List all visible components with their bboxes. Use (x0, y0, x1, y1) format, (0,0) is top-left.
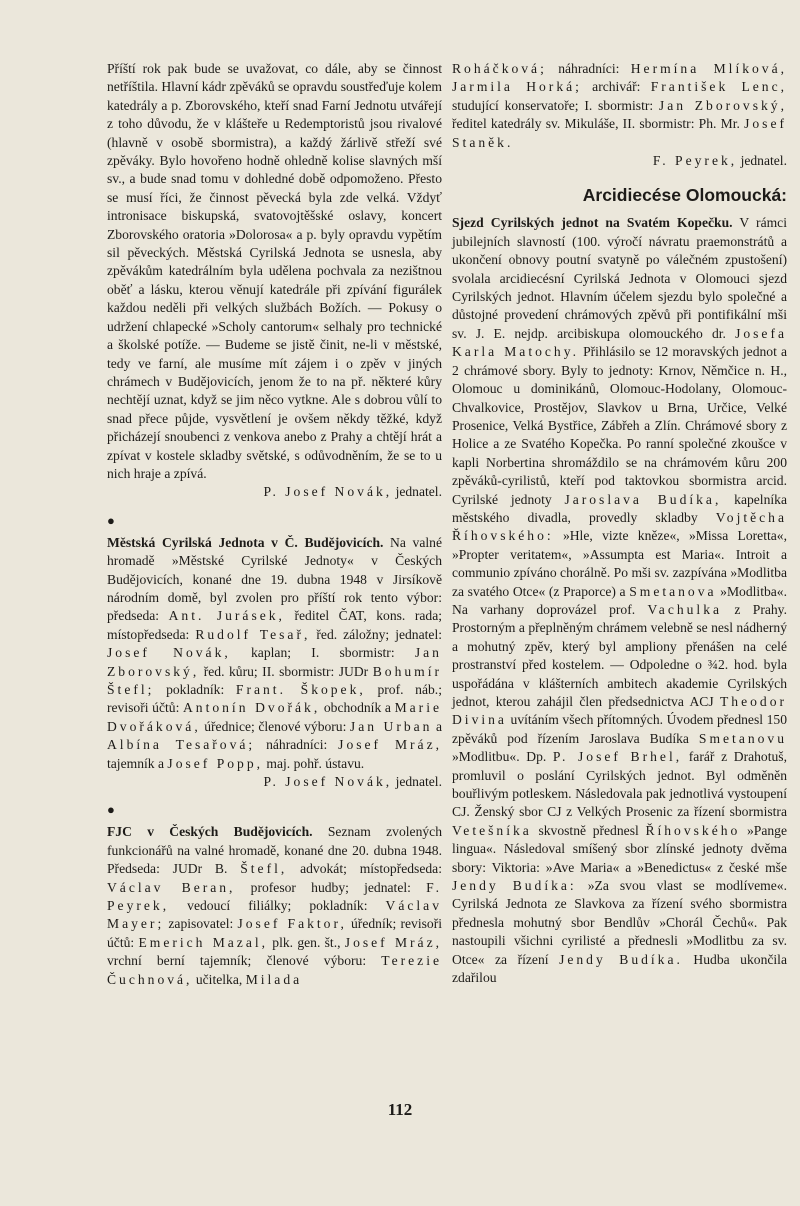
person-name: Vojtěcha Říhovského: (452, 509, 787, 544)
text-run: Na valné hromadě »Městské Cyrilské Jednoty« v Českých Budějovicích, konané dne 19. dubna 1948 v Jirsíkově národním domě, byl zvolen pro příští rok tento výbor: předseda: (107, 534, 442, 624)
text-run: tajemník a (107, 755, 168, 771)
person-name: Jendy Budíka: (452, 878, 577, 894)
text-run: farář z Drahotuš, promluvil o poslání Cyrilských jednot. Byl odměněn bouřlivým potleskem. Následovala pak jednotlivá vystoupení CJ. Ženský sbor CJ z Velkých Prosenic za řízení sbormistra (452, 749, 787, 820)
person-name: Theodor Divina (452, 694, 787, 728)
text-run: zapisovatel: (164, 916, 238, 932)
person-name: Antonín Dvořák, (182, 700, 321, 716)
person-name: Smetanova (629, 583, 717, 599)
fjc-continuation (452, 60, 787, 152)
kopecek-paragraph (452, 214, 787, 987)
text-run: advokát; místopředseda: (287, 861, 442, 877)
text-run: »Za svou vlast se modlíveme«. Cyrilská Jednota ze Slavkova za řízení svého sbormistra přednesla mohutný sbor Bendlův »Chorál Čechů«. Pak nastoupili všichni cyrilisté a přednesli »Modlitbu za sv. Otce« za řízení (452, 878, 787, 967)
text-run: obchodník a (320, 700, 395, 716)
intro-paragraph: Příští rok pak bude se uvažovat, co dále, aby se činnost netříštila. Hlavní kádr zpěváků se opravdu soustřeďuje kolem katedrály a p. Zborovského, kteří snad Farní Jednotu utvářejí z toho důvodu, že v klášteře u Redemptoristů jsou rivalové (hlavně v osobě sbormistra), a každý žárlivě střeží své zpěváky. Bylo hovořeno hodně ohledně kolise slavných mší sv., a bude snad tomu v dohledné době odpomoženo. Přesto se musí říci, že činnost pěvecká byla zde velká. Vždyť intronisace biskupská, svatovojtěšské oslavy, koncert Zborovského oratoria »Dolorosa« a p. byly opravdu vypětím sil pěveckých. Městská Cyrilská Jednota se usnesla, aby zpěvákům katedrálním byla udělena pochvala za nezištnou oběť a lásku, kterou věnují katedrále při zpívání figurálek každou neděli při velkých službách Božích. — Pokusy o udržení chlapecké »Scholy cantorum« selhaly pro technické a školské potíže. — Budeme se jistě činit, ne-li v městské, tedy ve farní, ale musíme mít zájem i o zpěv v jiných chrámech v Budějovicích, jenom že to na př. některé kůry nechtějí uznat, když se jim něco vytkne. Ale s dobrou vůlí to snad přece půjde, vysvětlení je ovšem někdy těžké, když přicházejí snoubenci z venkova anebo z Prahy a chtějí hrát a zpívat v kostele skladby světské, s odůvodněním, že se to u nich hraje a zpívá. (107, 61, 442, 481)
person-name: Josef Staněk. (452, 116, 787, 150)
person-name: František Lenc, (650, 79, 788, 95)
text-run: prof. náb.; revisoři účtů: (107, 682, 442, 716)
text-run: V rámci jubilejních slavností (100. výročí návratu praemonstrátů a ukončení obnovy poutní svatyně po válečném zpustošení) svolala arcidiecésní Cyrilská Jednota v Olomouci sjezd Cyrilských jednot. Hlavním účelem sjezdu bylo společné a důstojné provedení chrámových zpěvů při pontifikální mši sv. J. E. nejdp. arcibiskupa olomouckého dr. (452, 215, 787, 341)
person-name: Rudolf Tesař, (195, 626, 311, 642)
section-title: FJC v Českých Budějovicích. (107, 824, 313, 840)
person-name: Jaroslava Budíka, (564, 491, 722, 507)
text-run: ředitel ČAT, kons. rada; místopředseda: (107, 608, 443, 642)
text-run: kapelníka městského divadla, provedly skladby (452, 491, 787, 525)
text-run: »Modlitbu«. Dp. (452, 749, 553, 765)
person-name: Albína Tesařová; (107, 737, 256, 753)
person-name: Jendy Budíka. (559, 951, 683, 967)
left-column (107, 60, 442, 989)
text-run: řed. záložny; jednatel: (310, 626, 442, 642)
person-name: Ant. Jurásek, (168, 608, 285, 624)
text-run: Hudba ukončila zdařilou (452, 951, 787, 986)
text-run: z Prahy. Prostorným a přeplněným chrámem velebně se nesl nádherný a mohutný zpěv, který byl ampliony přenášen na celé prostranství před kostelem. — Odpoledne o ¾2. hod. byla uspořádána v klášterních ambitech akademie Cyrilských jednot, kterou zahájil člen předsednictva ACJ (452, 601, 787, 709)
section-title: Městská Cyrilská Jednota v Č. Budějovicích. (107, 534, 384, 550)
text-run: kaplan; I. sbormistr: (230, 645, 415, 661)
text-run: náhradníci: (546, 61, 631, 76)
person-name: Milada (245, 971, 303, 987)
text-run: úřednice; členové výboru: (200, 718, 350, 734)
person-name: Hermína Mlíková, Jarmila Horká; (452, 61, 787, 95)
section-separator: ● (107, 512, 115, 528)
text-run: »Hle, vizte kněze«, »Missa Loretta«, »Propter veritatem«, »Assumpta est Maria«. Introit a communio zpíváno chorálně. Po mši sv. zazpívána »Modlitba za svatého Otce« (z Praporce) a (452, 528, 787, 599)
person-name: F. Peyrek, (107, 879, 442, 914)
text-run: Přihlásilo se 12 moravských jednot a 2 chrámové sbory. Byly to jednoty: Krnov, Němčice n. H., Olomouc u dominikánů, Olomouc-Hodolany, Olomouc-Chvalkovice, Prostějov, Slavkov u Brna, Určice, Velké Prosenice, Velká Bystřice, Zábřeh a Zlín. Chrámové sbory z Holice a ze Svatého Kopečka. Po ranní společné zkoušce v kapli Norbertina shromáždilo se na chrámovém kůru 200 zpěváků-cyrilistů, kteří pod taktovkou sbormistra arcid. Cyrilské jednoty (452, 344, 787, 507)
person-name: Terezie Čuchnová, (107, 953, 442, 987)
person-name: Jan Zborovský, (658, 97, 787, 113)
text-run: uvítáním všech přítomných. Úvodem přednesl 150 zpěváků pod řízením Jaroslava Budíka (452, 712, 787, 746)
text-run: profesor hudby; jednatel: (235, 879, 427, 895)
budejovice-paragraph (107, 534, 442, 773)
text-run: »Modlitba«. Na varhany doprovázel prof. (452, 583, 788, 617)
text-run: učitelka, (192, 971, 246, 987)
text-run: pokladník: (154, 682, 236, 697)
text-run: »Pange lingua«. Následoval smíšený sbor zlínské jednoty dvěma sbory: Viktoria: »Ave Maria« a »Benedictus« z české mše (452, 822, 788, 875)
person-name: Frant. Škopek, (235, 682, 366, 697)
person-name: Josef Novák, (107, 645, 231, 661)
text-run: vedoucí filiálky; pokladník: (169, 898, 386, 914)
person-name: Václav Mayer; (107, 898, 442, 932)
text-run: ředitel katedrály sv. Mikuláše, II. sbormistr: Ph. Mr. (452, 116, 745, 132)
text-run: maj. pohř. ústavu. (263, 755, 365, 771)
text-run: řed. kůru; II. sbormistr: JUDr (199, 663, 373, 679)
section-separator: ● (107, 802, 115, 818)
text-run: a (432, 718, 442, 734)
person-name: P. Josef Brhel, (552, 749, 683, 765)
signature-name: F. Peyrek, (652, 153, 738, 169)
text-run: skvostně přednesl (531, 822, 646, 838)
person-name: Říhovského (645, 822, 741, 838)
person-name: Emerich Mazal, (138, 934, 269, 950)
person-name: Josef Faktor, (237, 916, 347, 932)
text-run: plk. gen. št., (268, 934, 345, 950)
person-name: Jan Urban (349, 718, 433, 734)
signature-name: P. Josef Novák, (263, 774, 393, 790)
person-name: Josef Mráz, (344, 934, 442, 950)
signature (107, 773, 442, 791)
signature-role: jednatel. (395, 484, 442, 500)
person-name: Roháčková; (452, 61, 547, 76)
section-heading: Arcidiecése Olomoucká: (582, 185, 787, 206)
person-name: Smetanovu (698, 730, 787, 746)
person-name: Marie Dvořáková, (107, 700, 442, 734)
right-column (452, 60, 787, 988)
person-name: Josef Mráz, (338, 737, 442, 753)
person-name: Josefa Karla Matochy. (452, 325, 787, 360)
text-run: náhradníci: (255, 737, 339, 753)
signature-role: jednatel. (740, 153, 787, 169)
person-name: Jan Zborovský, (107, 645, 442, 679)
text-run: vrchní berní tajemník; členové výboru: (107, 953, 382, 969)
signature-name: P. Josef Novák, (263, 484, 393, 500)
person-name: Vetešníka (452, 822, 532, 838)
text-run: úředník; revisoři účtů: (107, 916, 443, 950)
text-run: studující konservatoře; I. sbormistr: (452, 97, 659, 113)
page-number: 112 (387, 1100, 413, 1119)
person-name: Václav Beran, (107, 879, 236, 895)
person-name: Vachulka (647, 601, 723, 617)
signature (107, 483, 442, 501)
person-name: Josef Popp, (167, 755, 264, 771)
text-run: Seznam zvolených funkcionářů na valné hromadě, konané dne 20. dubna 1948. Předseda: JUDr B. (107, 824, 442, 877)
signature (452, 152, 787, 170)
person-name: Bohumír Štefl; (107, 663, 442, 697)
text-run: archivář: (581, 79, 651, 95)
signature-role: jednatel. (395, 774, 442, 790)
section-title: Sjezd Cyrilských jednot na Svatém Kopečku. (452, 215, 733, 231)
fjc-paragraph (107, 823, 442, 989)
person-name: Štefl, (240, 861, 288, 877)
